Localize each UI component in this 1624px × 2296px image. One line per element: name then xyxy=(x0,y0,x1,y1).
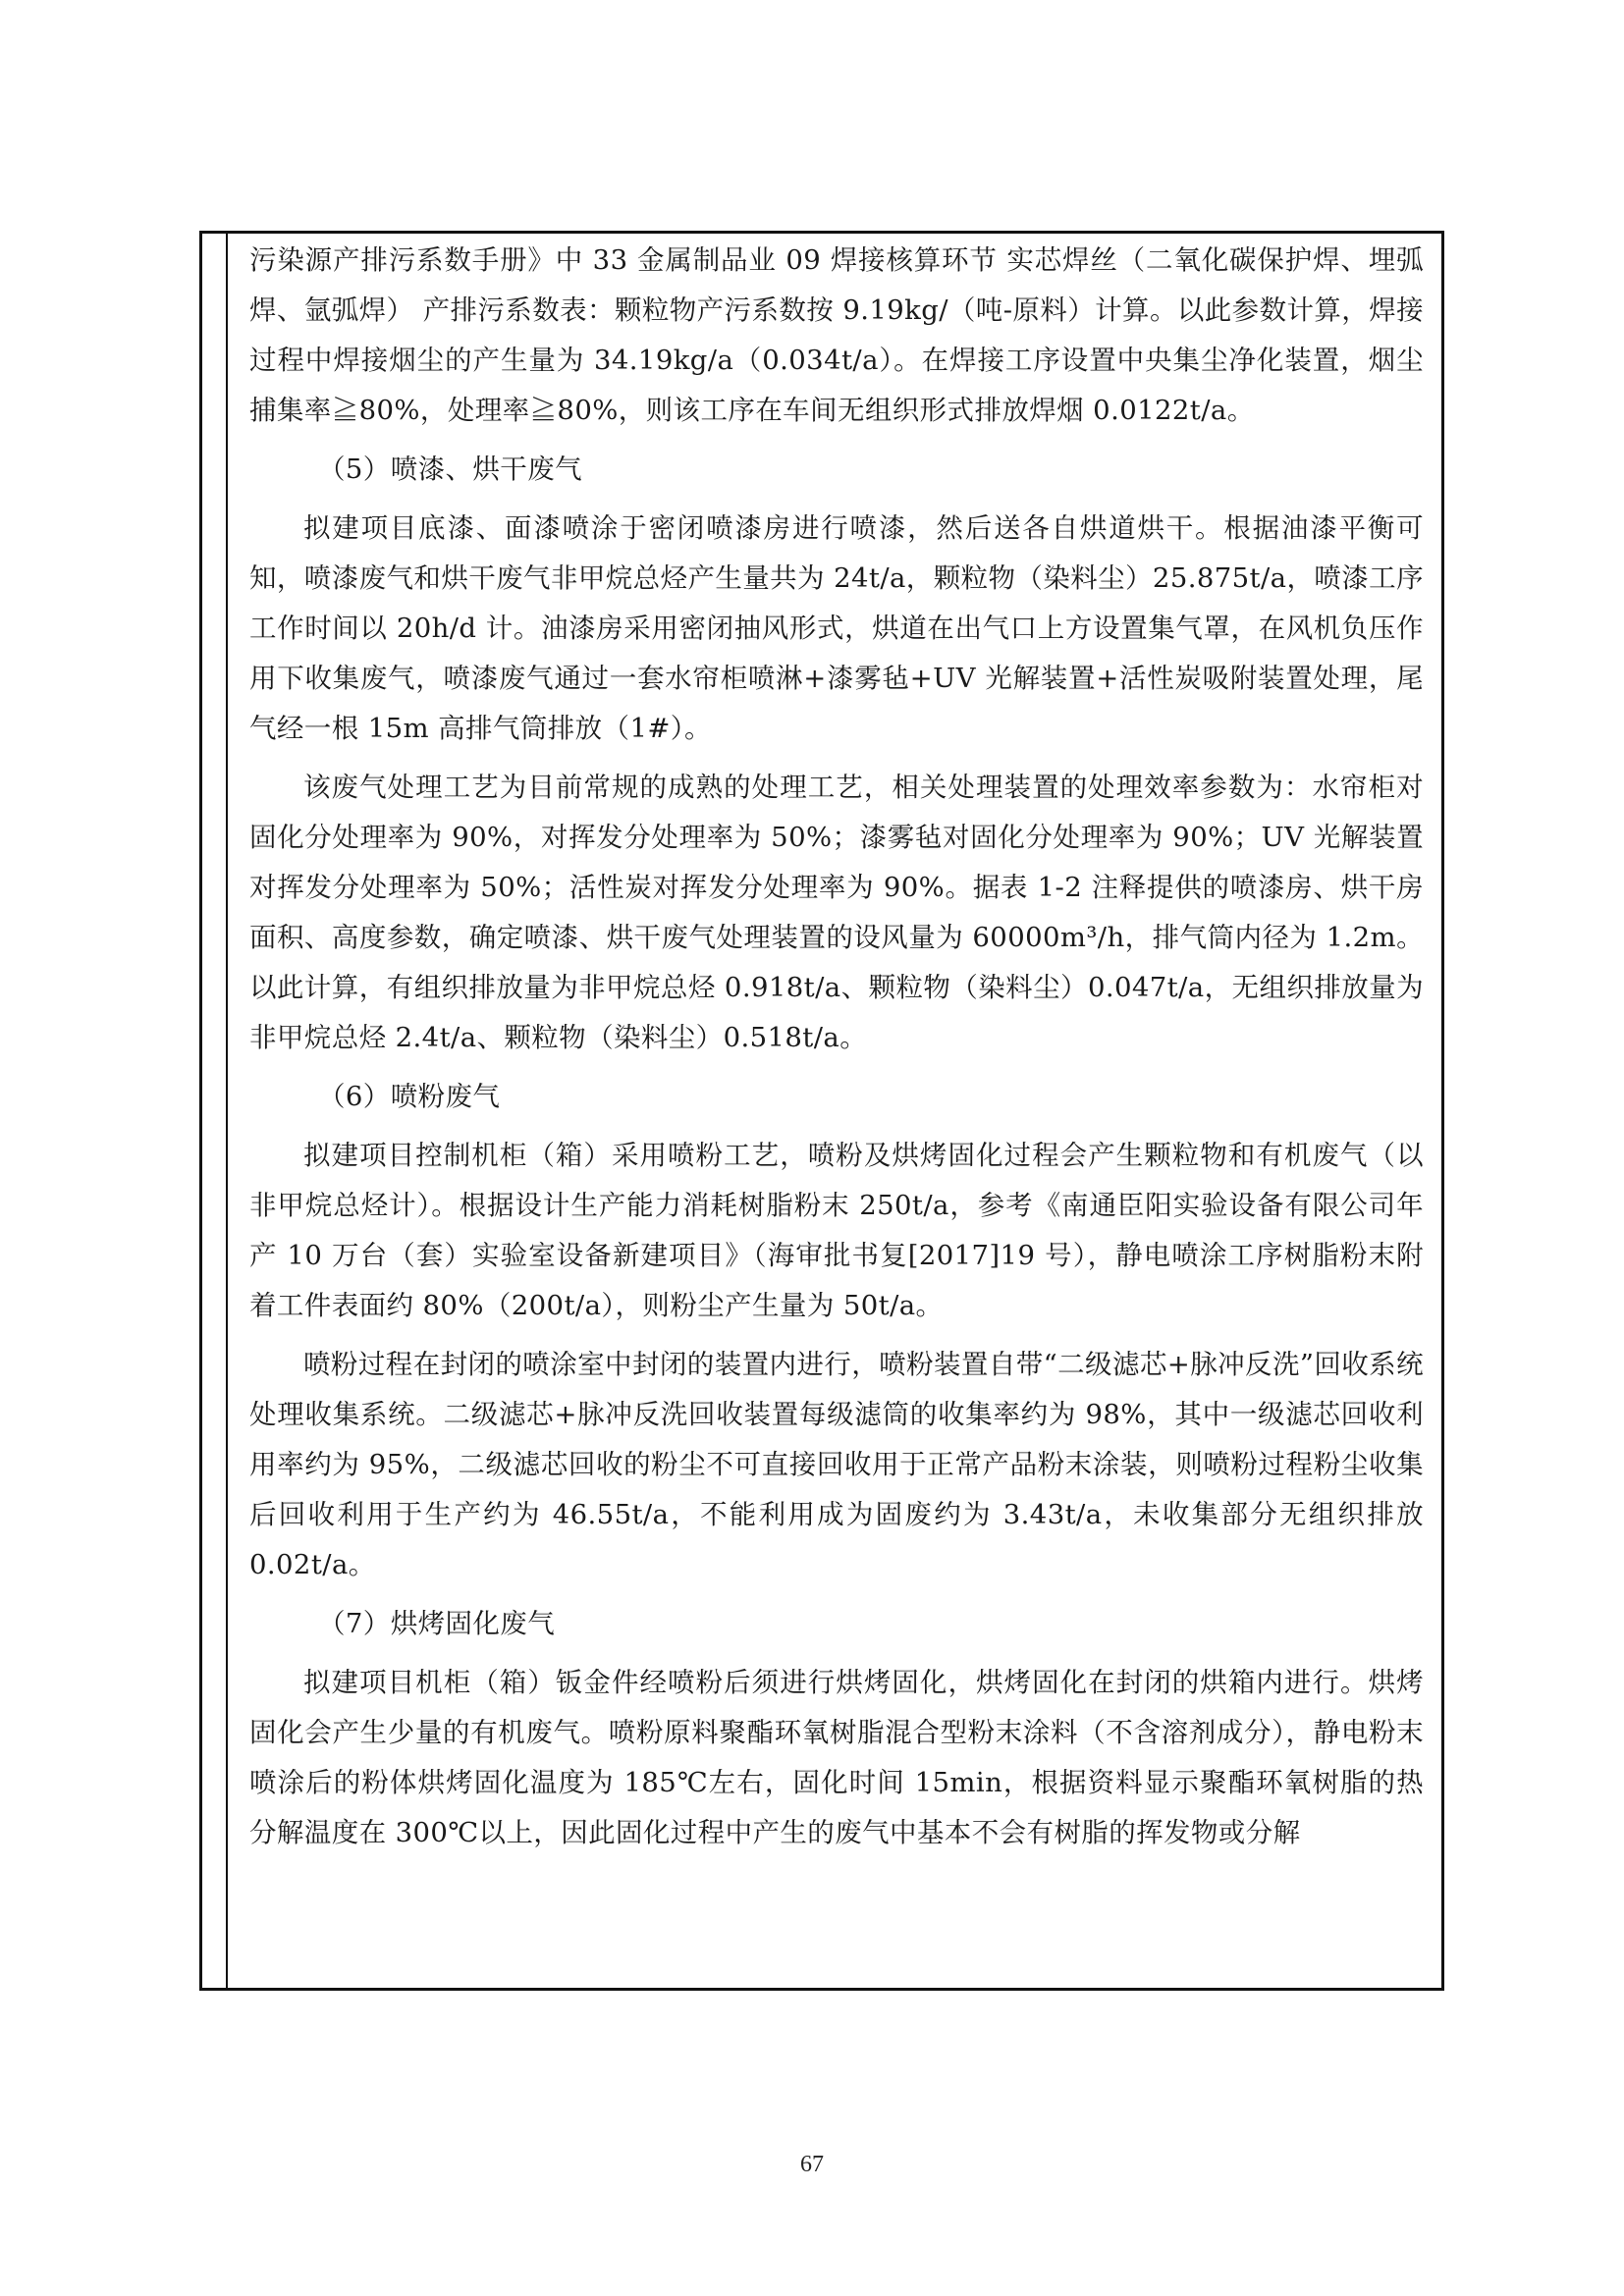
heading-powder-spray: （6）喷粉废气 xyxy=(318,1081,501,1112)
content-area xyxy=(249,236,1424,1988)
paragraph-treatment-efficiency: 该废气处理工艺为目前常规的成熟的处理工艺，相关处理装置的处理效率参数为：水帘柜对固化分处理率为 90%，对挥发分处理率为 50%；漆雾毡对固化分处理率为 90%；UV 光解装置对挥发分处理率为 50%；活性炭对挥发分处理率为 90%。据表 1-2 注释提供的喷漆房、烘干房面积、高度参数，确定喷漆、烘干废气处理装置的设风量为 60000m³/h，排气筒内径为 1.2m。以此计算，有组织排放量为非甲烷总烃 0.918t/a、颗粒物（染料尘）0.047t/a，无组织排放量为非甲烷总烃 2.4t/a、颗粒物（染料尘）0.518t/a。 xyxy=(249,772,1424,1053)
page-number: 67 xyxy=(800,2152,824,2177)
heading-spray-paint-drying: （5）喷漆、烘干废气 xyxy=(318,454,582,485)
paragraph-spray-paint-process: 拟建项目底漆、面漆喷涂于密闭喷漆房进行喷漆，然后送各自烘道烘干。根据油漆平衡可知，喷漆废气和烘干废气非甲烷总烃产生量共为 24t/a，颗粒物（染料尘）25.875t/a，喷漆工序工作时间以 20h/d 计。油漆房采用密闭抽风形式，烘道在出气口上方设置集气罩，在风机负压作用下收集废气，喷漆废气通过一套水帘柜喷淋+漆雾毡+UV 光解装置+活性炭吸附装置处理，尾气经一根 15m 高排气筒排放（1#）。 xyxy=(249,512,1424,744)
paragraph-powder-recovery: 喷粉过程在封闭的喷涂室中封闭的装置内进行，喷粉装置自带“二级滤芯+脉冲反洗”回收系统处理收集系统。二级滤芯+脉冲反洗回收装置每级滤筒的收集率约为 98%，其中一级滤芯回收利用率约为 95%，二级滤芯回收的粉尘不可直接回收用于正常产品粉末涂装，则喷粉过程粉尘收集后回收利用于生产约为 46.55t/a，不能利用成为固废约为 3.43t/a，未收集部分无组织排放 0.02t/a。 xyxy=(249,1349,1424,1580)
content-frame xyxy=(199,231,1444,1991)
heading-baking-curing: （7）烘烤固化废气 xyxy=(318,1608,556,1639)
paragraph-baking-curing-process: 拟建项目机柜（箱）钣金件经喷粉后须进行烘烤固化，烘烤固化在封闭的烘箱内进行。烘烤固化会产生少量的有机废气。喷粉原料聚酯环氧树脂混合型粉末涂料（不含溶剂成分），静电粉末喷涂后的粉体烘烤固化温度为 185℃左右，固化时间 15min，根据资料显示聚酯环氧树脂的热分解温度在 300℃以上，因此固化过程中产生的废气中基本不会有树脂的挥发物或分解 xyxy=(249,1667,1424,1848)
frame-gutter-line xyxy=(226,234,228,1988)
paragraph-welding-emission: 污染源产排污系数手册》中 33 金属制品业 09 焊接核算环节 实芯焊丝（二氧化碳保护焊、埋弧焊、氩弧焊） 产排污系数表：颗粒物产污系数按 9.19kg/（吨-原料）计算。以此参数计算，焊接过程中焊接烟尘的产生量为 34.19kg/a（0.034t/a）。在焊接工序设置中央集尘净化装置，烟尘捕集率≧80%，处理率≧80%，则该工序在车间无组织形式排放焊烟 0.0122t/a。 xyxy=(249,244,1424,426)
paragraph-powder-spray-process: 拟建项目控制机柜（箱）采用喷粉工艺，喷粉及烘烤固化过程会产生颗粒物和有机废气（以非甲烷总烃计）。根据设计生产能力消耗树脂粉末 250t/a，参考《南通臣阳实验设备有限公司年产 10 万台（套）实验室设备新建项目》（海审批书复[2017]19 号），静电喷涂工序树脂粉末附着工件表面约 80%（200t/a），则粉尘产生量为 50t/a。 xyxy=(249,1140,1424,1321)
